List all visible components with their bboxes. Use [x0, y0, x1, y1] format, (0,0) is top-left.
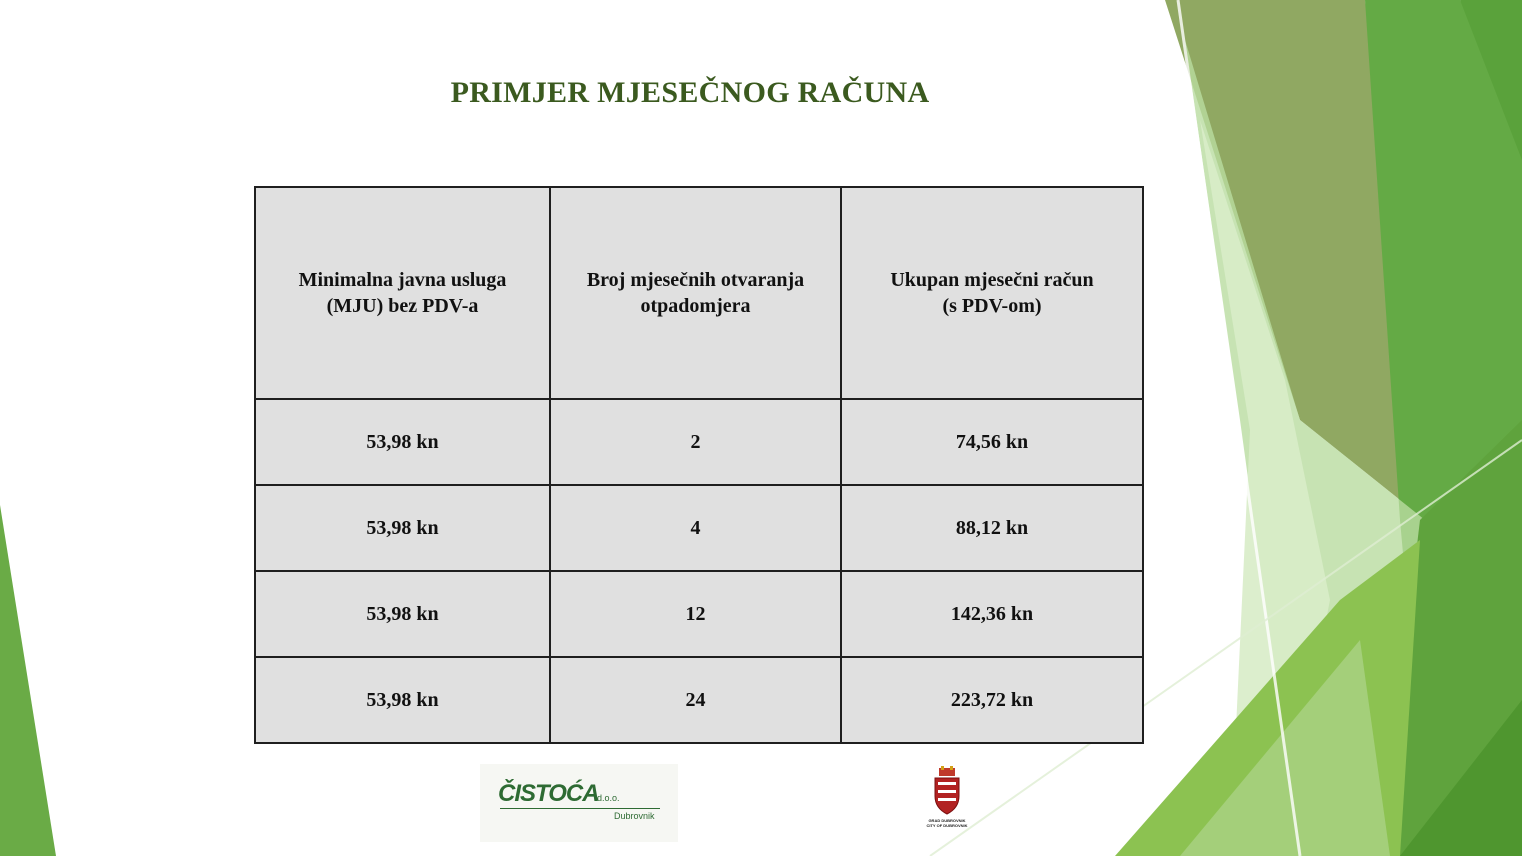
header-openings: Broj mjesečnih otvaranja otpadomjera [550, 187, 841, 399]
cell-mju: 53,98 kn [255, 485, 550, 571]
cell-total: 88,12 kn [841, 485, 1143, 571]
cell-openings: 4 [550, 485, 841, 571]
table-row [255, 399, 1143, 485]
cistoca-logo [480, 764, 678, 842]
header-total: Ukupan mjesečni račun (s PDV-om) [841, 187, 1143, 399]
cell-mju: 53,98 kn [255, 571, 550, 657]
cell-mju: 53,98 kn [255, 657, 550, 743]
header-mju: Minimalna javna usluga (MJU) bez PDV-a [255, 187, 550, 399]
table-row [255, 657, 1143, 743]
cell-openings: 24 [550, 657, 841, 743]
cell-openings: 12 [550, 571, 841, 657]
bill-example-table [254, 186, 1144, 744]
cistoca-logo-city: Dubrovnik [614, 811, 655, 821]
cell-mju: 53,98 kn [255, 399, 550, 485]
table-row [255, 571, 1143, 657]
cell-total: 142,36 kn [841, 571, 1143, 657]
cell-total: 74,56 kn [841, 399, 1143, 485]
bg-facet-left [0, 505, 56, 856]
grad-dubrovnik-caption: GRAD DUBROVNIK CITY OF DUBROVNIK [926, 818, 968, 828]
cistoca-logo-suffix: d.o.o. [597, 793, 620, 803]
cistoca-logo-underline [500, 808, 660, 809]
table-header-row [255, 187, 1143, 399]
slide-title: PRIMJER MJESEČNOG RAČUNA [450, 76, 930, 109]
table-row [255, 485, 1143, 571]
cistoca-logo-name: ČISTOĆA [498, 780, 599, 807]
dubrovnik-crest-icon [930, 766, 964, 816]
cell-total: 223,72 kn [841, 657, 1143, 743]
grad-dubrovnik-logo [916, 766, 978, 834]
cell-openings: 2 [550, 399, 841, 485]
